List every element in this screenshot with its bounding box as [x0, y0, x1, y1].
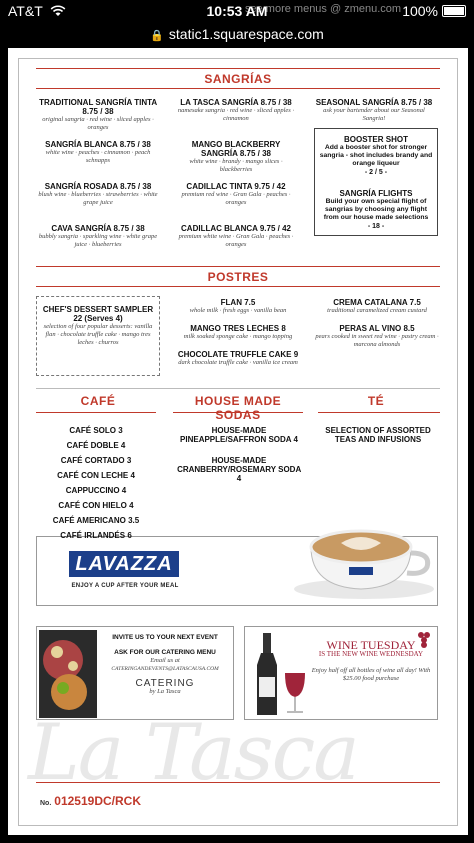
section-title-te: TÉ: [367, 394, 385, 408]
menu-item: [176, 456, 302, 483]
catering-ask: ASK FOR OUR CATERING MENU: [114, 649, 216, 656]
menu-item: [36, 441, 156, 450]
menu-item: [36, 182, 160, 207]
item-name: CAFÉ DOBLE: [66, 441, 119, 450]
item-description: whole milk · fresh eggs · vanilla bean: [189, 307, 287, 314]
menu-item: [36, 140, 160, 165]
item-description: namesake sangria · red wine · sliced apples · cinnamon: [177, 107, 295, 122]
item-description: milk soaked sponge cake · mango topping: [183, 333, 293, 340]
divider: [36, 266, 440, 267]
menu-item: [172, 298, 304, 315]
divider: [36, 782, 440, 783]
item-name: HOUSE-MADE PINEAPPLE/SAFFRON SODA: [180, 426, 292, 444]
catering-invite: INVITE US TO YOUR NEXT EVENT: [112, 634, 218, 641]
item-price: 4: [120, 441, 126, 450]
booster-text: Add a booster shot for stronger sangria - shot includes brandy and orange liqueur: [319, 144, 433, 167]
lavazza-logo: LAVAZZA: [69, 551, 179, 577]
item-description: white wine · peaches · cinnamon · peach schnapps: [45, 149, 151, 164]
menu-code: [40, 794, 141, 808]
catering-email: CATERINGANDEVENTS@LATASCAUSA.COM: [111, 666, 219, 672]
item-name: CAFÉ CORTADO: [60, 456, 125, 465]
catering-by: by La Tasca: [149, 688, 181, 695]
divider: [318, 412, 440, 413]
flights-title: SANGRÍA FLIGHTS: [339, 189, 413, 198]
menu-item: [36, 486, 156, 495]
item-name: CHEF'S DESSERT SAMPLER: [42, 305, 154, 314]
menu-item: [176, 426, 302, 444]
address-bar[interactable]: [0, 24, 474, 46]
item-description: ask your bartender about our Seasonal Sangria!: [323, 107, 425, 122]
grapes-icon: [415, 629, 435, 651]
catering-promo: [36, 626, 234, 720]
item-price: 8: [281, 324, 286, 333]
te-item: [320, 426, 436, 444]
item-name: CAFÉ AMERICANO: [52, 516, 126, 525]
booster-title: BOOSTER SHOT: [343, 135, 408, 144]
item-price: 9.75 / 42: [254, 182, 286, 191]
carrier-label: AT&T: [8, 3, 66, 19]
flights-text: Build your own special flight of sangrias by choosing any flight from our house made selections: [323, 198, 429, 221]
lavazza-tagline: ENJOY A CUP AFTER YOUR MEAL: [71, 583, 179, 589]
item-description: selection of four popular desserts: vanilla flan · chocolate truffle cake · mango tres leches · churros: [43, 323, 153, 346]
menu-item: [172, 324, 304, 341]
lock-icon: 🔒: [150, 30, 164, 42]
menu-page: [8, 48, 468, 835]
item-price: 8.75 / 38: [119, 140, 151, 149]
section-title-postres: POSTRES: [207, 270, 269, 284]
menu-item: [36, 456, 156, 465]
item-price: 6: [127, 531, 132, 540]
divider: [36, 88, 440, 89]
item-price: 9: [293, 350, 299, 359]
wine-tuesday-promo: [244, 626, 438, 720]
item-name: MANGO TRES LECHES: [190, 324, 280, 333]
battery-indicator: [402, 3, 466, 19]
status-bar: [0, 0, 474, 24]
item-name: FLAN: [220, 298, 242, 307]
faded-menu-url: see more menus @ zmenu.com: [245, 3, 402, 15]
menu-item: [36, 501, 156, 510]
item-description: pears cooked in sweet red wine · pastry cream · marcona almonds: [315, 333, 439, 348]
item-name: SANGRÍA BLANCA: [45, 140, 118, 149]
address-text: static1.squarespace.com: [168, 26, 324, 42]
item-name: CAPPUCCINO: [65, 486, 120, 495]
item-price: 4: [236, 474, 242, 483]
item-name: LA TASCA SANGRÍA: [180, 98, 259, 107]
flights-price: - 18 -: [367, 223, 385, 230]
lavazza-banner: [36, 536, 438, 606]
item-name: SEASONAL SANGRÍA: [315, 98, 399, 107]
item-description: premium white wine · Gran Gala · peaches · oranges: [178, 233, 294, 248]
item-description: original sangria · red wine · sliced apples · oranges: [42, 116, 154, 131]
catering-email-label: Email us at: [150, 657, 180, 664]
divider: [173, 412, 303, 413]
clock: 10:53 AM: [206, 3, 268, 19]
watermark-logo: La Tasca: [28, 708, 358, 798]
menu-item: [36, 471, 156, 480]
item-name: CREMA CATALANA: [333, 298, 408, 307]
menu-item: [314, 324, 440, 349]
item-name: PERAS AL VINO: [339, 324, 402, 333]
menu-code-prefix: No.: [40, 800, 52, 807]
item-description: blush wine · blueberries · strawberries · white grape juice: [38, 191, 158, 206]
item-description: white wine · brandy · mango slices · blackberries: [189, 158, 283, 173]
menu-item: [314, 298, 440, 315]
battery-icon: [442, 5, 466, 17]
menu-item: [36, 531, 156, 540]
catering-title: CATERING: [135, 678, 195, 689]
menu-item: [174, 98, 298, 123]
section-title-sodas: HOUSE MADE SODAS: [194, 394, 282, 422]
item-name: TRADITIONAL SANGRÍA TINTA: [39, 98, 157, 107]
divider: [36, 388, 440, 389]
battery-percent: 100%: [402, 3, 438, 19]
item-price: 7.5: [409, 298, 421, 307]
item-price: 3: [118, 426, 123, 435]
item-price: 8.75 / 38: [260, 98, 292, 107]
dessert-sampler-box: [36, 296, 160, 376]
te-text: SELECTION OF ASSORTED TEAS AND INFUSIONS: [325, 426, 431, 444]
menu-item: [174, 224, 298, 249]
item-description: dark chocolate truffle cake · vanilla ice cream: [178, 359, 298, 366]
booster-price: - 2 / 5 -: [364, 169, 388, 176]
item-price: 7.5: [244, 298, 256, 307]
menu-item: [174, 140, 298, 174]
item-description: bubbly sangria · sparkling wine · white grape juice · blueberries: [38, 233, 158, 248]
item-name: HOUSE-MADE CRANBERRY/ROSEMARY SODA: [177, 456, 301, 474]
item-price: 9.75 / 42: [259, 224, 291, 233]
menu-item: [36, 224, 160, 249]
item-price: 8.5: [403, 324, 415, 333]
item-price: 22 (Serves 4): [73, 314, 123, 323]
item-name: CAFÉ IRLANDÉS: [60, 531, 126, 540]
section-title-sangrias: SANGRÍAS: [204, 72, 272, 86]
item-name: CAFÉ CON HIELO: [58, 501, 127, 510]
wine-tuesday-text: Enjoy half off all bottles of wine all day! With $25.00 food purchase: [311, 667, 431, 682]
item-name: CADILLAC BLANCA: [181, 224, 258, 233]
menu-item: [172, 350, 304, 367]
item-price: 4: [293, 435, 298, 444]
divider: [36, 286, 440, 287]
item-name: CAVA SANGRÍA: [51, 224, 112, 233]
item-price: 8.75 / 38: [82, 107, 114, 116]
wine-tuesday-subtitle: IS THE NEW WINE WEDNESDAY: [318, 650, 424, 658]
section-title-cafe: CAFÉ: [80, 394, 116, 408]
item-price: 8.75 / 38: [401, 98, 433, 107]
item-price: 4: [130, 471, 135, 480]
item-name: SANGRÍA ROSADA: [44, 182, 118, 191]
menu-item: [174, 182, 298, 207]
item-price: 3.5: [128, 516, 140, 525]
item-price: 3: [126, 456, 132, 465]
menu-code-number: 012519DC/RCK: [54, 794, 141, 808]
item-price: 4: [121, 486, 127, 495]
menu-item: [36, 426, 156, 435]
divider: [36, 412, 156, 413]
item-name: CAFÉ SOLO: [69, 426, 116, 435]
menu-item: [312, 98, 436, 123]
promo-box: [314, 128, 438, 236]
wine-tuesday-title: WINE TUESDAY: [326, 638, 416, 652]
item-name: CHOCOLATE TRUFFLE CAKE: [177, 350, 292, 359]
item-price: 8.75 / 38: [239, 149, 271, 158]
item-name: CADILLAC TINTA: [186, 182, 253, 191]
wine-bottle-icon: [251, 633, 311, 717]
item-description: premium red wine · Gran Gala · peaches · oranges: [181, 191, 291, 206]
menu-item: [36, 98, 160, 132]
coffee-cup-icon: [289, 517, 439, 601]
menu-item: [36, 516, 156, 525]
divider: [36, 68, 440, 69]
item-description: traditional caramelized cream custard: [327, 307, 427, 314]
item-price: 8.75 / 38: [113, 224, 145, 233]
item-price: 4: [129, 501, 134, 510]
item-name: MANGO BLACKBERRY SANGRÍA: [191, 140, 281, 158]
item-name: CAFÉ CON LECHE: [57, 471, 129, 480]
item-price: 8.75 / 38: [120, 182, 152, 191]
food-platter-icon: [39, 630, 97, 718]
